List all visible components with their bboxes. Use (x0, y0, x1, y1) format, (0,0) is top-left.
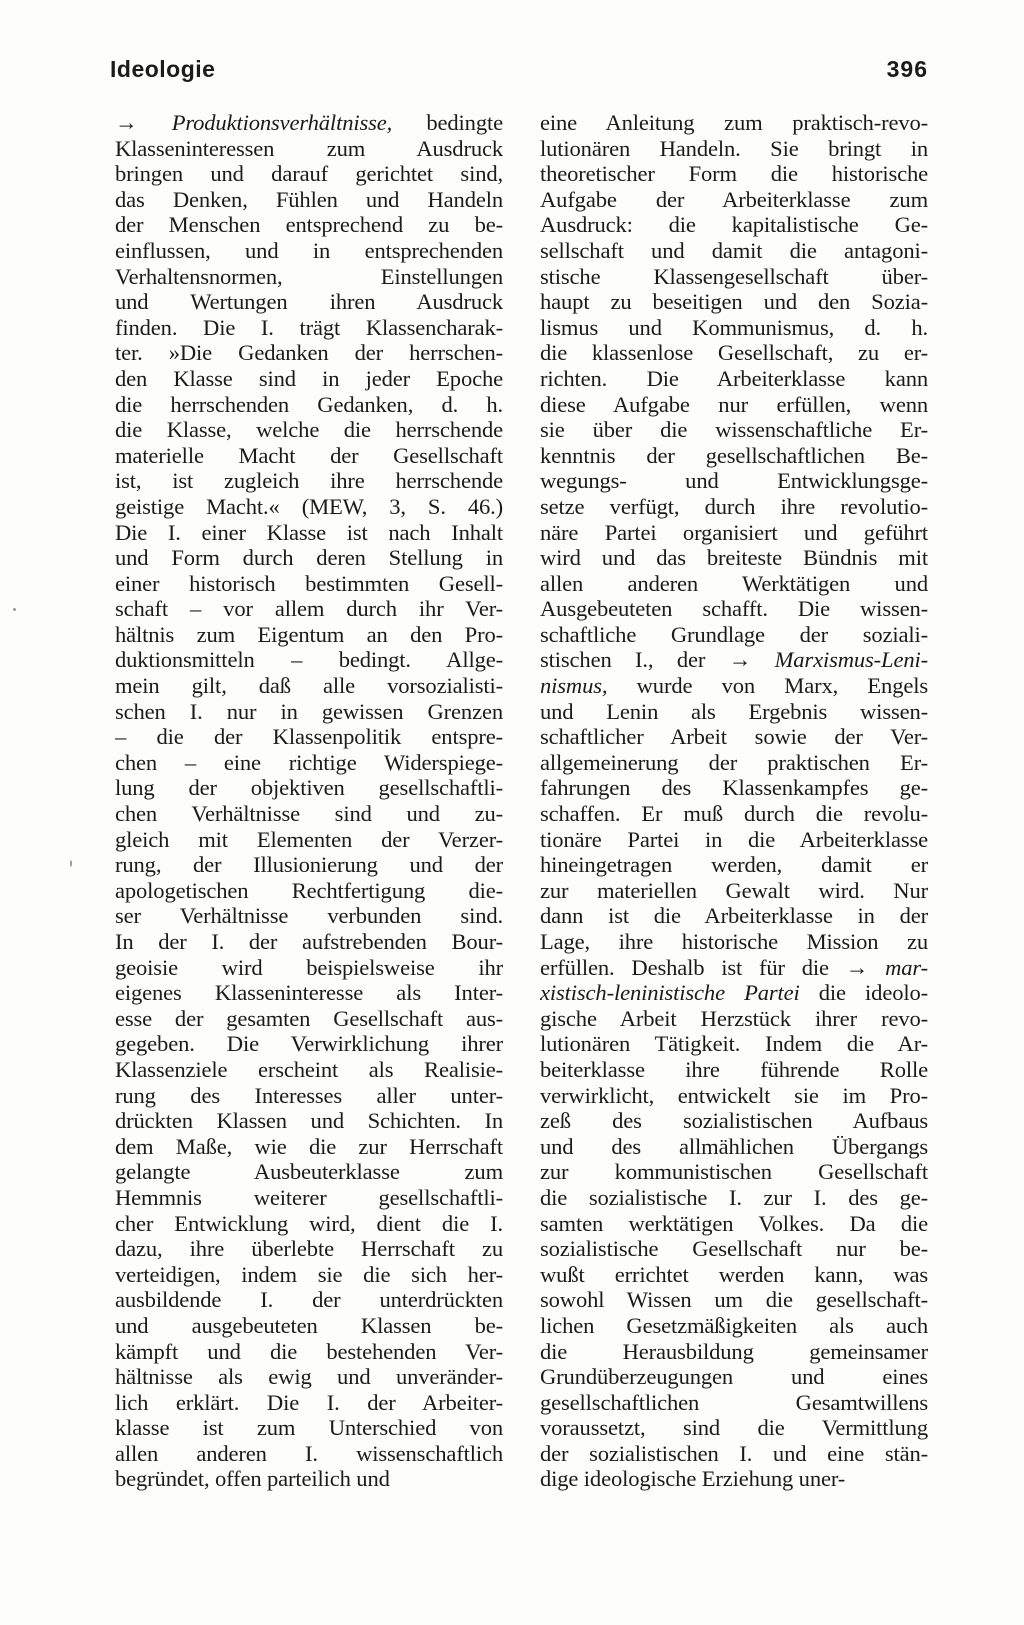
text-run: gesellschaftlichen Gesamtwillens (540, 1389, 928, 1415)
text-column-right (540, 110, 928, 1492)
text-run: und des allmählichen Übergangs (540, 1133, 928, 1159)
text-run: verwirklicht, entwickelt sie im Pro- (540, 1082, 928, 1108)
text-run: der Menschen entsprechend zu be- (115, 212, 503, 238)
text-line (540, 801, 928, 827)
text-run: ter. »Die Gedanken der herrschen- (115, 340, 503, 366)
text-run: und Wertungen ihren Ausdruck (115, 289, 503, 315)
text-run: Verhaltensnormen, Einstellungen (115, 263, 503, 289)
text-run: allen anderen Werktätigen und (540, 570, 928, 596)
text-line (540, 699, 928, 725)
text-line (540, 1031, 928, 1057)
text-run: Aufgabe der Arbeiterklasse zum (540, 186, 928, 212)
text-run: sie über die wissenschaftliche Er- (540, 417, 928, 443)
text-run: gelangte Ausbeuterklasse zum (115, 1159, 503, 1185)
text-run: dem Maße, wie die zur Herrschaft (115, 1133, 503, 1159)
text-run: hineingetragen werden, damit er (540, 852, 928, 878)
text-run: schaft – vor allem durch ihr Ver- (115, 596, 503, 622)
text-column-left (115, 110, 503, 1492)
scan-speck (13, 608, 16, 611)
text-run: die ideolo- (799, 980, 928, 1006)
text-run: allen anderen I. wissenschaftlich (115, 1440, 503, 1466)
text-line (115, 417, 503, 443)
text-line (540, 136, 928, 162)
text-run: tionäre Partei in die Arbeiterklasse (540, 826, 928, 852)
text-run: stische Klassengesellschaft über- (540, 263, 928, 289)
text-line (540, 289, 928, 315)
text-run: zur materiellen Gewalt wird. Nur (540, 877, 928, 903)
text-line (115, 1415, 503, 1441)
cross-reference: mar- (885, 954, 928, 980)
text-line (115, 1339, 503, 1365)
text-run: allgemeinerung der praktischen Er- (540, 749, 928, 775)
text-run: kämpft und die bestehenden Ver- (115, 1338, 503, 1364)
text-line (540, 340, 928, 366)
text-run: wird und das breiteste Bündnis mit (540, 545, 928, 571)
text-line (115, 187, 503, 213)
text-run: Klassenziele erscheint als Realisie- (115, 1056, 503, 1082)
text-line (540, 315, 928, 341)
text-line (540, 1390, 928, 1416)
text-line (115, 1134, 503, 1160)
text-run: dann ist die Arbeiterklasse in der (540, 903, 928, 929)
text-line (115, 699, 503, 725)
page-number: 396 (886, 56, 928, 82)
text-line (540, 1364, 928, 1390)
text-line (540, 545, 928, 571)
text-line (540, 1287, 928, 1313)
text-line (115, 673, 503, 699)
text-run: fahrungen des Klassenkampfes ge- (540, 775, 928, 801)
text-line (540, 750, 928, 776)
text-line (540, 161, 928, 187)
text-run: cher Entwicklung wird, dient die I. (115, 1210, 503, 1236)
text-line (115, 1031, 503, 1057)
arrow-icon: → (115, 110, 172, 135)
text-line (540, 264, 928, 290)
text-run: kenntnis der gesellschaftlichen Be- (540, 442, 928, 468)
text-line (115, 929, 503, 955)
cross-reference: nismus, (540, 673, 608, 699)
text-run: drückten Klassen und Schichten. In (115, 1108, 503, 1134)
text-run: begründet, offen parteilich und (115, 1466, 390, 1492)
text-run: hältnis zum Eigentum an den Pro- (115, 621, 503, 647)
text-run: ausbildende I. der unterdrückten (115, 1287, 503, 1313)
text-run: die herrschenden Gedanken, d. h. (115, 391, 503, 417)
cross-reference: xistisch-leninistische Partei (540, 980, 800, 1006)
text-line (540, 1313, 928, 1339)
text-line (540, 1466, 928, 1492)
text-line (540, 1211, 928, 1237)
running-header (110, 56, 928, 90)
text-run: Grundüberzeugungen und eines (540, 1364, 928, 1390)
text-line (115, 1057, 503, 1083)
text-run: und Form durch deren Stellung in (115, 545, 503, 571)
text-run: den Klasse sind in jeder Epoche (115, 365, 503, 391)
text-line (115, 1390, 503, 1416)
text-line (115, 1185, 503, 1211)
text-line (115, 1159, 503, 1185)
text-line (115, 289, 503, 315)
text-run: gleich mit Elementen der Verzer- (115, 826, 503, 852)
text-run: chen – eine richtige Widerspiege- (115, 749, 503, 775)
text-line (540, 955, 928, 981)
text-run: Klasseninteressen zum Ausdruck (115, 135, 503, 161)
text-line (540, 443, 928, 469)
text-line (540, 366, 928, 392)
text-run: eine Anleitung zum praktisch-revo- (540, 110, 928, 135)
text-line (115, 238, 503, 264)
text-run: Die I. einer Klasse ist nach Inhalt (115, 519, 503, 545)
text-line (115, 647, 503, 673)
text-line (540, 903, 928, 929)
text-run: diese Aufgabe nur erfüllen, wenn (540, 391, 928, 417)
text-run: Lage, ihre historische Mission zu (540, 929, 928, 954)
text-line (540, 1185, 928, 1211)
text-run: die klassenlose Gesellschaft, zu er- (540, 340, 928, 366)
text-run: schaffen. Er muß durch die revolu- (540, 801, 928, 827)
text-run: esse der gesamten Gesellschaft aus- (115, 1005, 503, 1031)
text-run: schen I. nur in gewissen Grenzen (115, 698, 503, 724)
arrow-icon: → (845, 954, 886, 980)
text-run: wußt errichtet werden kann, was (540, 1261, 928, 1287)
text-run: bedingte (392, 110, 503, 135)
text-line (540, 187, 928, 213)
text-line (115, 136, 503, 162)
text-run: wegungs- und Entwicklungsge- (540, 468, 928, 494)
text-line (540, 1108, 928, 1134)
headword: Ideologie (110, 56, 216, 82)
text-run: voraussetzt, sind die Vermittlung (540, 1415, 928, 1441)
text-line (540, 929, 928, 955)
text-run: chen Verhältnisse sind und zu- (115, 801, 503, 827)
text-line (540, 1339, 928, 1365)
text-run: sozialistische Gesellschaft nur be- (540, 1236, 928, 1262)
text-run: hältnisse als ewig und unveränder- (115, 1364, 503, 1390)
text-run: rung, der Illusionierung und der (115, 852, 503, 878)
text-run: das Denken, Fühlen und Handeln (115, 186, 503, 212)
text-run: die Klasse, welche die herrschende (115, 417, 503, 443)
text-line (115, 494, 503, 520)
text-run: dige ideologische Erziehung uner- (540, 1466, 846, 1492)
text-line (115, 1108, 503, 1134)
text-run: setze verfügt, durch ihre revolutio- (540, 493, 928, 519)
text-line (540, 1057, 928, 1083)
text-line (540, 622, 928, 648)
text-line (115, 110, 503, 136)
text-line (115, 724, 503, 750)
text-line (540, 775, 928, 801)
text-run: samten werktätigen Volkes. Da die (540, 1210, 928, 1236)
text-line (115, 520, 503, 546)
text-line (115, 750, 503, 776)
text-line (540, 1415, 928, 1441)
text-line (115, 264, 503, 290)
text-run: rung des Interesses aller unter- (115, 1082, 503, 1108)
text-run: verteidigen, indem sie die sich her- (115, 1261, 503, 1287)
text-line (115, 340, 503, 366)
text-run: lichen Gesetzmäßigkeiten als auch (540, 1312, 928, 1338)
text-run: der sozialistischen I. und eine stän- (540, 1440, 928, 1466)
text-run: ist, ist zugleich ihre herrschende (115, 468, 503, 494)
text-run: geistige Macht.« (MEW, 3, S. 46.) (115, 493, 503, 519)
text-line (115, 468, 503, 494)
text-line (115, 392, 503, 418)
text-line (115, 1211, 503, 1237)
text-run: apologetischen Rechtfertigung die- (115, 877, 503, 903)
text-line (540, 392, 928, 418)
text-line (540, 212, 928, 238)
text-run: klasse ist zum Unterschied von (115, 1415, 503, 1441)
text-run: zeß des sozialistischen Aufbaus (540, 1108, 928, 1134)
text-line (540, 1262, 928, 1288)
text-line (115, 1236, 503, 1262)
text-run: einflussen, und in entsprechenden (115, 237, 503, 263)
text-run: gegeben. Die Verwirklichung ihrer (115, 1031, 503, 1057)
text-run: finden. Die I. trägt Klassencharak- (115, 314, 503, 340)
text-run: materielle Macht der Gesellschaft (115, 442, 503, 468)
cross-reference: Produktionsverhältnisse, (171, 110, 393, 135)
text-line (540, 980, 928, 1006)
text-run: eigenes Klasseninteresse als Inter- (115, 980, 503, 1006)
text-run: beiterklasse ihre führende Rolle (540, 1056, 928, 1082)
text-line (115, 545, 503, 571)
text-run: zur kommunistischen Gesellschaft (540, 1159, 928, 1185)
text-line (115, 801, 503, 827)
text-run: haupt zu beseitigen und den Sozia- (540, 289, 928, 315)
text-run: und Lenin als Ergebnis wissen- (540, 698, 928, 724)
text-line (115, 622, 503, 648)
text-line (115, 1083, 503, 1109)
text-line (115, 878, 503, 904)
text-run: die sozialistische I. zur I. des ge- (540, 1184, 928, 1210)
text-line (115, 212, 503, 238)
text-run: erfüllen. Deshalb ist für die (540, 954, 846, 980)
text-run: stischen I., der (540, 647, 729, 673)
text-line (115, 366, 503, 392)
text-run: einer historisch bestimmten Gesell- (115, 570, 503, 596)
text-line (540, 110, 928, 136)
text-line (540, 647, 928, 673)
text-run: Ausgebeuteten schafft. Die wissen- (540, 596, 928, 622)
text-line (115, 775, 503, 801)
text-line (115, 903, 503, 929)
text-run: In der I. der aufstrebenden Bour- (115, 929, 503, 954)
text-line (540, 571, 928, 597)
text-line (115, 1466, 503, 1492)
text-line (115, 161, 503, 187)
text-line (540, 1083, 928, 1109)
text-line (540, 827, 928, 853)
text-run: bringen und darauf gerichtet sind, (115, 161, 503, 187)
text-run: lutionären Tätigkeit. Indem die Ar- (540, 1031, 928, 1057)
text-line (540, 596, 928, 622)
text-line (115, 315, 503, 341)
text-line (540, 724, 928, 750)
text-line (540, 1159, 928, 1185)
text-line (540, 417, 928, 443)
text-run: geoisie wird beispielsweise ihr (115, 954, 503, 980)
text-line (540, 520, 928, 546)
text-run: schaftlicher Arbeit sowie der Ver- (540, 724, 928, 750)
text-line (540, 494, 928, 520)
cross-reference: Marxismus-Leni- (774, 647, 928, 673)
text-line (115, 443, 503, 469)
text-run: näre Partei organisiert und geführt (540, 519, 928, 545)
text-line (540, 1236, 928, 1262)
text-run: wurde von Marx, Engels (607, 673, 928, 699)
text-line (115, 955, 503, 981)
text-run: sellschaft und damit die antagoni- (540, 237, 928, 263)
text-line (540, 468, 928, 494)
text-line (540, 1441, 928, 1467)
text-line (115, 980, 503, 1006)
text-run: und ausgebeuteten Klassen be- (115, 1312, 503, 1338)
text-run: lung der objektiven gesellschaftli- (115, 775, 503, 801)
text-run: – die der Klassenpolitik entspre- (115, 724, 503, 750)
text-run: Hemmnis weiterer gesellschaftli- (115, 1184, 503, 1210)
text-line (540, 852, 928, 878)
text-run: Ausdruck: die kapitalistische Ge- (540, 212, 928, 238)
text-run: lich erklärt. Die I. der Arbeiter- (115, 1389, 503, 1415)
text-line (540, 1134, 928, 1160)
text-run: richten. Die Arbeiterklasse kann (540, 365, 928, 391)
text-run: die Herausbildung gemeinsamer (540, 1338, 928, 1364)
text-line (540, 673, 928, 699)
text-run: gische Arbeit Herzstück ihrer revo- (540, 1005, 928, 1031)
text-line (115, 1364, 503, 1390)
text-line (115, 571, 503, 597)
text-line (540, 878, 928, 904)
arrow-icon: → (728, 647, 775, 673)
text-run: sowohl Wissen um die gesellschaft- (540, 1287, 928, 1313)
text-run: duktionsmitteln – bedingt. Allge- (115, 647, 503, 673)
text-line (115, 852, 503, 878)
text-line (115, 827, 503, 853)
text-line (115, 1441, 503, 1467)
text-run: ser Verhältnisse verbunden sind. (115, 903, 503, 929)
text-line (115, 1262, 503, 1288)
text-line (115, 1006, 503, 1032)
text-line (115, 1287, 503, 1313)
text-run: dazu, ihre überlebte Herrschaft zu (115, 1236, 503, 1262)
text-run: theoretischer Form die historische (540, 161, 928, 187)
text-run: lutionären Handeln. Sie bringt in (540, 135, 928, 161)
text-run: schaftliche Grundlage der soziali- (540, 621, 928, 647)
text-line (115, 596, 503, 622)
text-line (540, 238, 928, 264)
text-line (540, 1006, 928, 1032)
text-run: lismus und Kommunismus, d. h. (540, 314, 928, 340)
scan-speck (70, 860, 72, 867)
text-line (115, 1313, 503, 1339)
text-run: mein gilt, daß alle vorsozialisti- (115, 673, 503, 699)
